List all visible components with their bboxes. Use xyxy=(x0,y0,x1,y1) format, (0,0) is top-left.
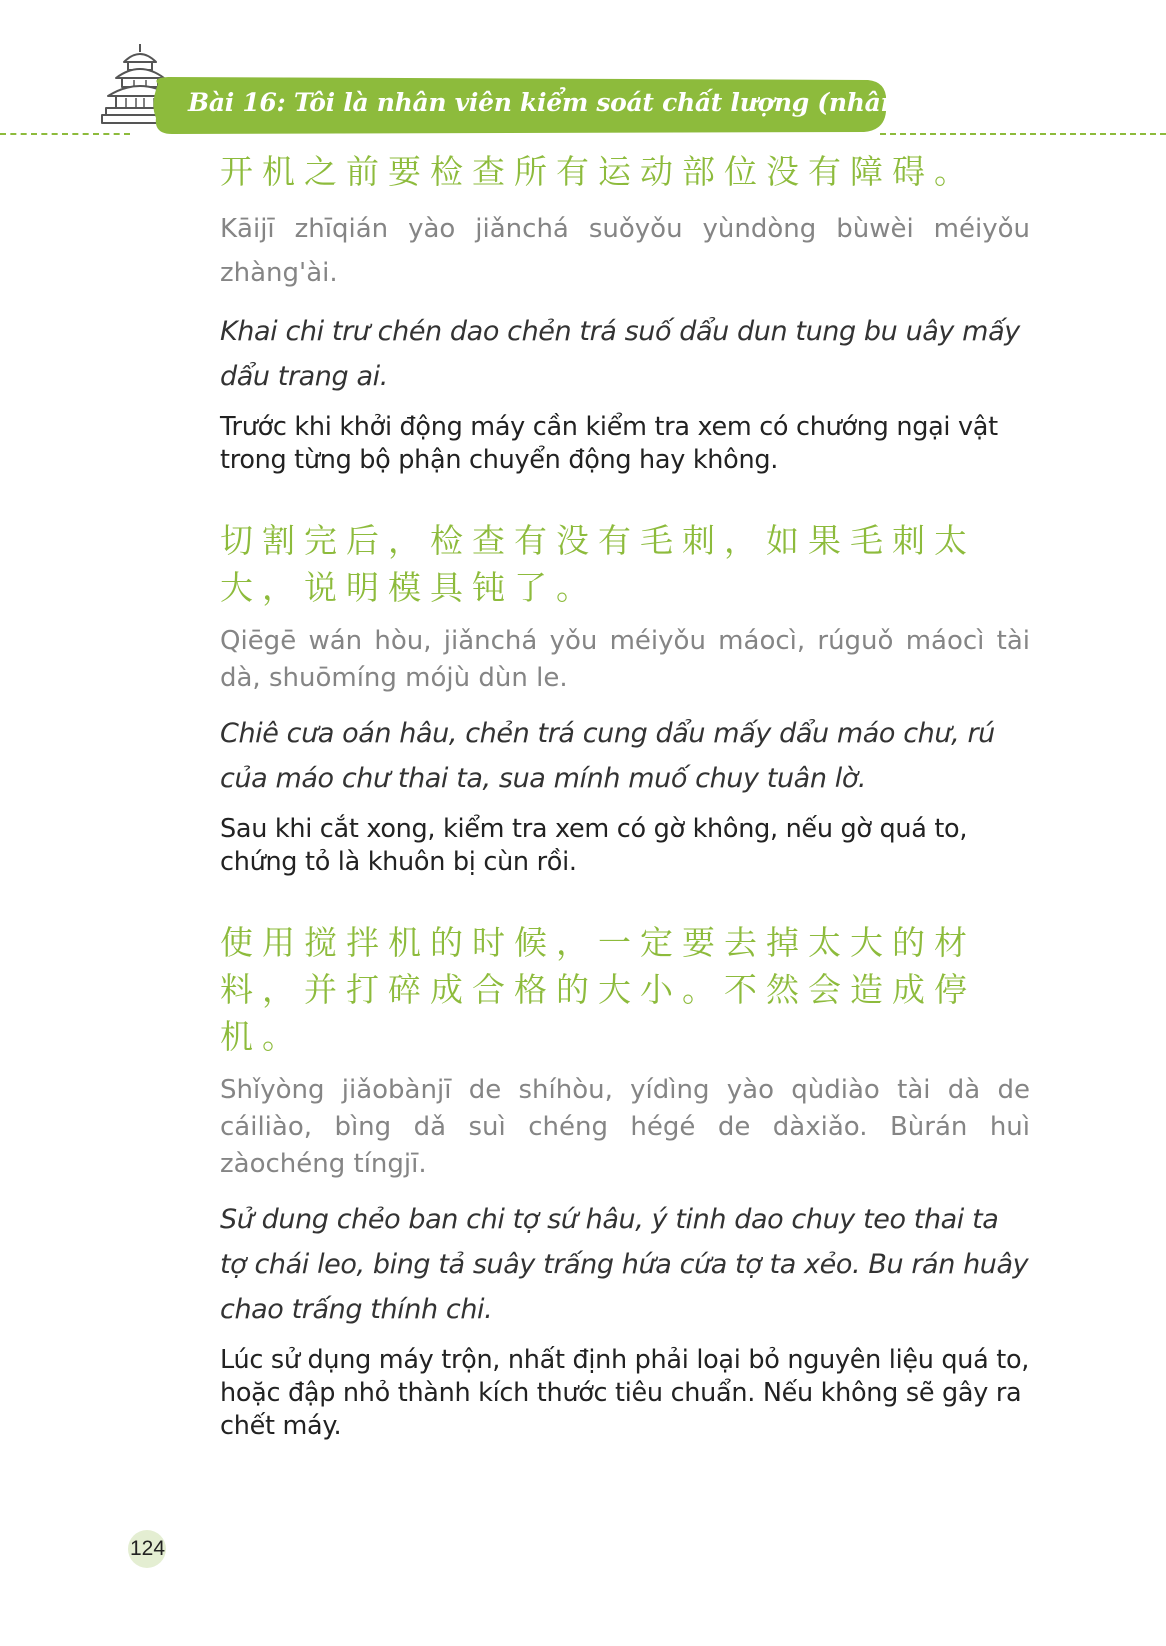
page-header xyxy=(0,0,1166,150)
header-divider-right xyxy=(880,133,1166,135)
sentence-block xyxy=(220,517,1030,879)
sentence-block xyxy=(220,148,1030,477)
sentence-block xyxy=(220,919,1030,1443)
chinese-sentence: 开机之前要检查所有运动部位没有障碍。 xyxy=(220,152,976,191)
vietnamese-phonetic: Khai chi trư chén dao chẻn trá suố dẩu dun tung bu uây mấy dẩu trang ai. xyxy=(220,316,1020,392)
chinese-sentence: 使用搅拌机的时候，一定要去掉太大的材料，并打碎成合格的大小。不然会造成停机。 xyxy=(220,923,976,1056)
pinyin-text: Shǐyòng jiǎobànjī de shíhòu, yídìng yào qùdiào tài dà de cáiliào, bìng dǎ suì chéng hégé de dàxiǎo. Bùrán huì zàochéng tíngjī. xyxy=(220,1075,1030,1179)
vietnamese-phonetic: Sử dung chẻo ban chi tợ sứ hâu, ý tinh dao chuy teo thai ta tợ chái leo, bing tả suây trấng hứa cứa tợ ta xẻo. Bu rán huây chao trấng thính chi. xyxy=(220,1204,1029,1325)
sentence-list xyxy=(220,148,1030,1483)
lesson-title-banner xyxy=(148,74,1025,136)
vietnamese-translation: Sau khi cắt xong, kiểm tra xem có gờ không, nếu gờ quá to, chứng tỏ là khuôn bị cùn rồi. xyxy=(220,814,968,877)
pinyin-text: Kāijī zhīqián yào jiǎnchá suǒyǒu yùndòng bùwèi méiyǒu zhàng'ài. xyxy=(220,214,1030,288)
chinese-sentence: 切割完后，检查有没有毛刺，如果毛刺太大，说明模具钝了。 xyxy=(220,521,976,607)
vietnamese-translation: Lúc sử dụng máy trộn, nhất định phải loại bỏ nguyên liệu quá to, hoặc đập nhỏ thành kích thước tiêu chuẩn. Nếu không sẽ gây ra chết máy. xyxy=(220,1345,1030,1441)
pinyin-text: Qiēgē wán hòu, jiǎnchá yǒu méiyǒu máocì, rúguǒ máocì tài dà, shuōmíng mójù dùn le. xyxy=(220,626,1030,693)
lesson-title: Bài 16: Tôi là nhân viên kiểm soát chất lượng (nhân viên QC) xyxy=(188,88,1025,117)
vietnamese-phonetic: Chiê cưa oán hâu, chẻn trá cung dẩu mấy dẩu máo chư, rú của máo chư thai ta, sua mính muố chuy tuân lờ. xyxy=(220,718,995,794)
page-number: 124 xyxy=(128,1530,166,1568)
vietnamese-translation: Trước khi khởi động máy cần kiểm tra xem có chướng ngại vật trong từng bộ phận chuyển động hay không. xyxy=(220,412,998,475)
